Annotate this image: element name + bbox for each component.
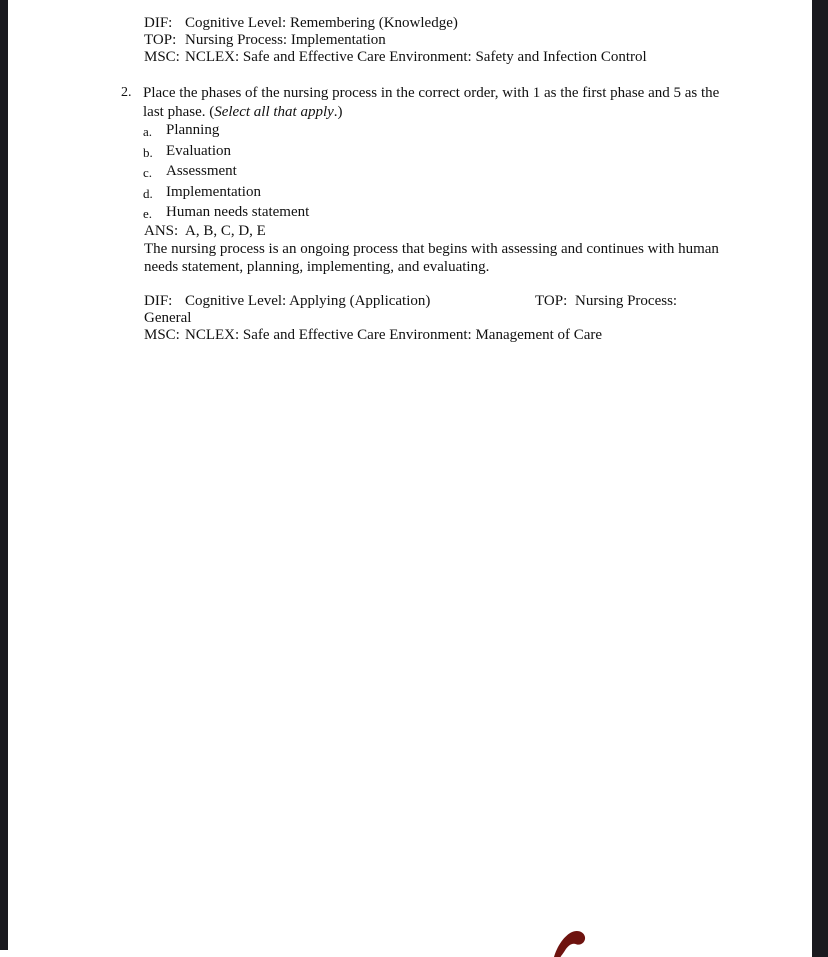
option-d [143,183,723,204]
msc-value: NCLEX: Safe and Effective Care Environment: Safety and Infection Control [185,49,647,65]
question-text-end: .) [333,103,343,120]
top-label: TOP: [535,293,568,309]
option-d-letter: d. [143,185,153,201]
msc-label: MSC: [144,49,180,65]
msc-value: NCLEX: Safe and Effective Care Environment: Management of Care [185,327,603,343]
meta-row-top [144,32,764,49]
viewer-edge-right [812,0,828,957]
option-c-letter: c. [143,165,153,180]
answer-block [144,222,724,276]
ans-label: ANS: [144,223,179,239]
meta-row-dif [144,15,764,32]
option-b-text: Evaluation [166,142,231,159]
question1-meta-block [144,15,764,66]
answer-options-list [143,121,723,224]
option-a [143,121,723,142]
viewer-edge-left [0,0,8,950]
question-text-start: Place the phases of the nursing process in the correct order, with 1 as the first phase and 5 as the last phase. ( [143,85,720,120]
option-a-text: Planning [166,122,220,138]
answer-feedback: The nursing process is an ongoing process that begins with assessing and continues with human needs statement, planning, implementing, and evaluating. [144,241,719,275]
option-c [143,162,723,183]
option-d-text: Implementation [166,183,261,200]
dif-label: DIF: [144,293,173,309]
option-b-letter: b. [143,144,153,160]
top-value: Nursing Process: [575,293,678,309]
question-body [143,84,723,224]
dif-value: Cognitive Level: Applying (Application) [185,293,431,309]
question-text-italic: Select all that apply [214,103,334,120]
logo-stroke-path [554,931,585,957]
dif-label: DIF: [144,15,173,31]
question-text [143,84,723,121]
question2-meta-block [0,293,812,345]
ans-value: A, B, C, D, E [185,223,266,239]
option-e [143,203,723,224]
option-b [143,142,723,163]
meta-row-msc [144,49,764,66]
top-value-wrapped: General [144,310,192,326]
question-2-block [121,84,733,224]
option-e-letter: e. [143,206,153,221]
dif-value: Cognitive Level: Remembering (Knowledge) [185,15,458,31]
option-a-letter: a. [143,124,153,139]
option-e-text: Human needs statement [166,204,310,220]
top-value: Nursing Process: Implementation [185,32,386,48]
publisher-logo-stroke-icon [551,929,587,957]
top-label: TOP: [144,32,177,48]
msc-label: MSC: [144,327,180,343]
option-c-text: Assessment [166,163,237,179]
answer-row [144,222,724,240]
question-number: 2. [121,85,132,100]
